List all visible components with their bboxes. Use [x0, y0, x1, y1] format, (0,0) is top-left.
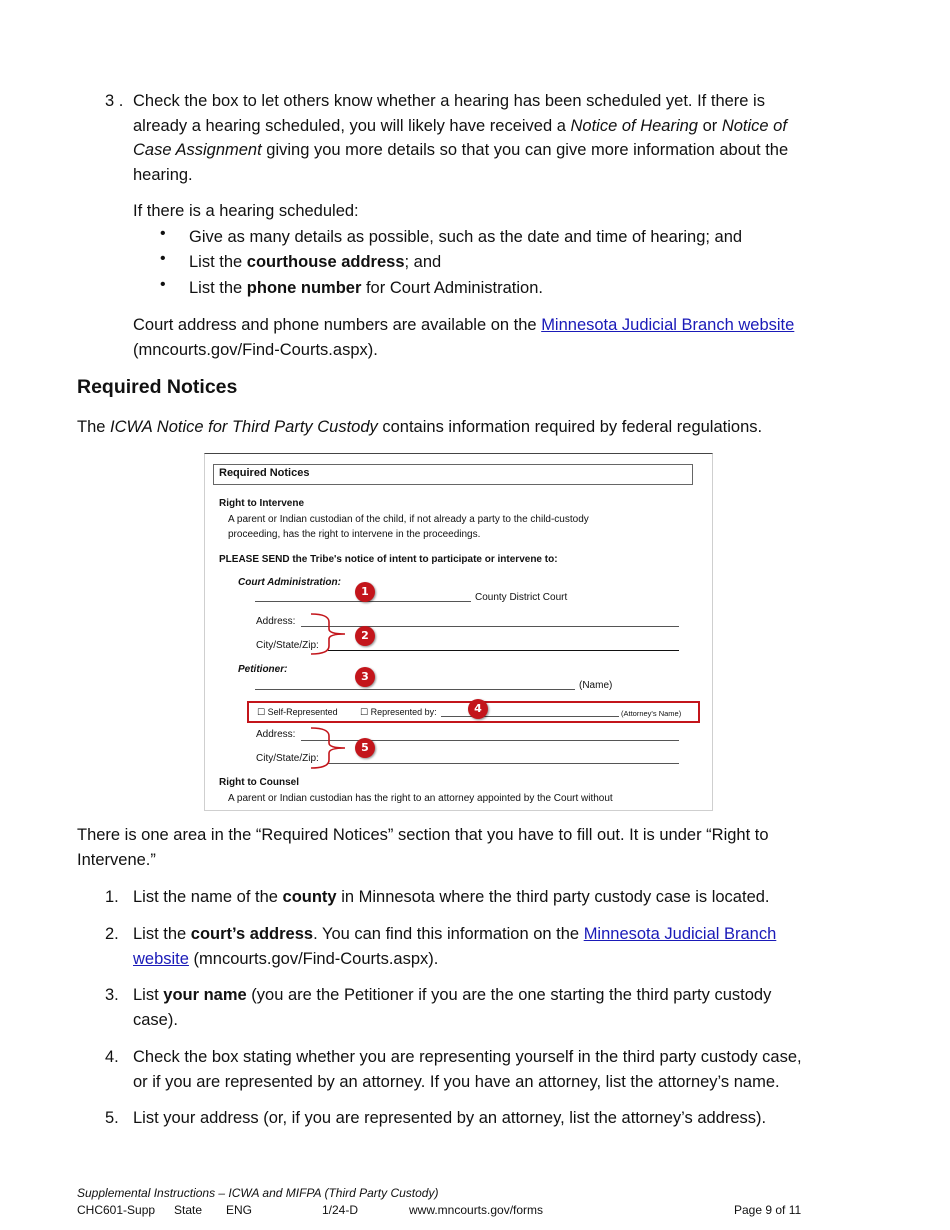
step-3-line-3: Case Assignment giving you more details so that you can give more information about the: [133, 141, 789, 159]
mn-judicial-branch-link-2[interactable]: Minnesota Judicial Branch: [583, 925, 777, 943]
footer-url: www.mncourts.gov/forms: [409, 1203, 544, 1217]
section-intro: The ICWA Notice for Third Party Custody contains information required by federal regulations.: [77, 418, 763, 436]
step-3-line-4: hearing.: [133, 165, 193, 184]
step-badge-5: 5: [355, 738, 375, 758]
rtc-text: A parent or Indian custodian has the right to an attorney appointed by the Court without: [228, 793, 613, 804]
footer-language: ENG: [226, 1203, 253, 1217]
city-state-zip-label: City/State/Zip:: [256, 640, 319, 651]
item-3-number: 3.: [105, 986, 119, 1004]
footer-page-number: Page 9 of 11: [734, 1203, 802, 1217]
represented-by-checkbox: ☐ Represented by:: [360, 707, 437, 717]
attorney-name-line: [441, 716, 619, 717]
step-3-line-1: Check the box to let others know whether a hearing has been scheduled yet. If there is: [133, 92, 765, 110]
court-admin-label: Court Administration:: [238, 577, 341, 588]
rti-text-1: A parent or Indian custodian of the child, if not already a party to the child-custody: [228, 514, 589, 525]
form-header-title: Required Notices: [219, 467, 310, 479]
brace-icon: [309, 612, 349, 656]
bullet-item-2: List the courthouse address; and: [189, 253, 442, 271]
petitioner-label: Petitioner:: [238, 664, 288, 675]
right-to-intervene-heading: Right to Intervene: [219, 498, 305, 509]
bullet-item-1: Give as many details as possible, such as the date and time of hearing; and: [189, 228, 743, 246]
mn-judicial-branch-link[interactable]: Minnesota Judicial Branch website: [541, 316, 795, 334]
footer-state: State: [174, 1203, 203, 1217]
address-line: [301, 626, 679, 627]
right-to-counsel-heading: Right to Counsel: [219, 777, 299, 788]
address-label-2: Address:: [256, 729, 296, 740]
section-heading: Required Notices: [77, 376, 238, 398]
bullet-icon: •: [160, 276, 166, 293]
footer-date: 1/24-D: [322, 1203, 359, 1217]
attorney-name-label: (Attorney's Name): [621, 709, 682, 718]
city-state-zip-line-2: [328, 763, 679, 764]
bullet-icon: •: [160, 225, 166, 242]
county-court-label: County District Court: [475, 592, 568, 603]
step-badge-2: 2: [355, 626, 375, 646]
step-3-text: [133, 89, 853, 187]
court-address-paragraph: Court address and phone numbers are available on the Minnesota Judicial Branch website (mncourts.gov/Find-Courts.aspx).: [133, 316, 795, 359]
bullet-icon: •: [160, 250, 166, 267]
city-state-zip-line: [328, 650, 679, 651]
name-label: (Name): [579, 680, 613, 691]
step-badge-4: 4: [468, 699, 488, 719]
item-4-number: 4.: [105, 1048, 119, 1066]
item-5-number: 5.: [105, 1109, 119, 1127]
item-1-text: List the name of the county in Minnesota where the third party custody case is located.: [133, 888, 770, 906]
item-2-number: 2.: [105, 925, 119, 943]
item-5-text: List your address (or, if you are represented by an attorney, list the attorney’s address).: [133, 1109, 767, 1127]
item-2-text: List the court’s address. You can find this information on the Minnesota Judicial Branch website (mncourts.gov/Find-Courts.aspx).: [133, 925, 777, 968]
step-badge-3: 3: [355, 667, 375, 687]
city-state-zip-label-2: City/State/Zip:: [256, 753, 319, 764]
item-4-text: Check the box stating whether you are representing yourself in the third party custody case, or if you are represented by an attorney. If you have an attorney, list the attorney’s name.: [133, 1048, 802, 1091]
step-3-line-2: already a hearing scheduled, you will likely have received a Notice of Hearing or Notice of: [133, 116, 787, 135]
step-badge-1: 1: [355, 582, 375, 602]
required-notices-form-image: [204, 453, 713, 811]
footer-form-id: CHC601-Supp: [77, 1203, 156, 1217]
brace-icon: [309, 726, 349, 770]
address-label: Address:: [256, 616, 296, 627]
mn-judicial-branch-website-link[interactable]: website: [133, 949, 189, 968]
petitioner-name-line: [255, 689, 575, 690]
item-3-text: List your name (you are the Petitioner if you are the one starting the third party custody case).: [133, 986, 772, 1029]
item-1-number: 1.: [105, 888, 119, 906]
rti-text-2: proceeding, has the right to intervene in the proceedings.: [228, 529, 481, 540]
hearing-scheduled-intro: If there is a hearing scheduled:: [133, 202, 359, 220]
fill-out-paragraph: There is one area in the “Required Notices” section that you have to fill out. It is under “Right to Intervene.”: [77, 826, 769, 869]
step-3-number: 3 .: [105, 92, 124, 110]
footer-title: Supplemental Instructions – ICWA and MIFPA (Third Party Custody): [77, 1186, 439, 1200]
bullet-item-3: List the phone number for Court Administration.: [189, 279, 543, 297]
please-send-text: PLEASE SEND the Tribe's notice of intent to participate or intervene to:: [219, 554, 558, 565]
self-represented-checkbox: ☐ Self-Represented: [257, 707, 338, 717]
